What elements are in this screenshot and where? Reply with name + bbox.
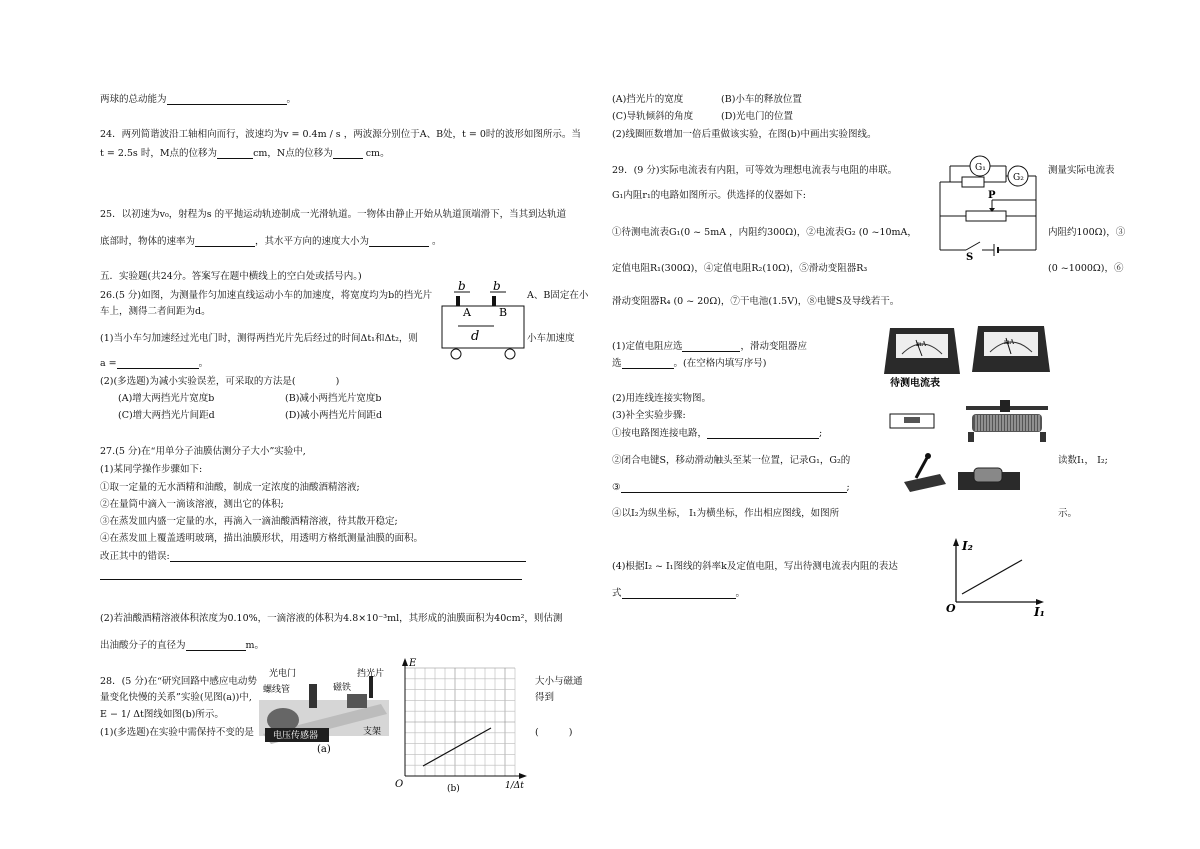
svg-text:P: P bbox=[988, 190, 996, 201]
q26-option-c: (C)增大两挡光片间距d bbox=[118, 410, 215, 421]
section-5-heading: 五．实验题(共24分。答案写在题中横线上的空白处或括号内。) bbox=[100, 271, 362, 282]
q27-line2: (1)某同学操作步骤如下: bbox=[100, 464, 203, 475]
q23-tail: 两球的总动能为 。 bbox=[100, 94, 297, 105]
q29-step3: ③ ; bbox=[612, 482, 850, 493]
svg-text:支架: 支架 bbox=[363, 727, 382, 737]
answer-blank[interactable] bbox=[167, 94, 287, 105]
q27-step3: ③在蒸发皿内盛一定量的水，再滴入一滴油酸酒精溶液，待其散开稳定; bbox=[100, 516, 398, 527]
q27-line-2b: 出油酸分子的直径为 m。 bbox=[100, 640, 265, 651]
q29-step4: ④以I₂为纵坐标， I₁为横坐标，作出相应图线，如图所 bbox=[612, 508, 840, 519]
q29-part1b: 选 。(在空格内填写序号) bbox=[612, 358, 767, 369]
svg-text:A: A bbox=[463, 306, 471, 319]
svg-text:mA: mA bbox=[916, 341, 927, 348]
q26-line2: 车上，测得二者间距为d。 bbox=[100, 306, 211, 317]
q29-step1: ①按电路图连接电路， ; bbox=[612, 428, 823, 439]
ammeter bbox=[972, 322, 1052, 378]
data-line bbox=[962, 560, 1022, 594]
wheel bbox=[451, 349, 461, 359]
cart-body bbox=[442, 306, 524, 348]
label-b: b bbox=[493, 279, 501, 293]
q24-line1: 24．两列简谐波沿工轴相向而行，波速均为v = 0.4m / s ，两波源分别位于A、B处，t = 0时的波形如图所示。当 bbox=[100, 129, 581, 140]
magnet-icon bbox=[347, 694, 367, 708]
q29-line4-right: (0 ~1000Ω)，⑥ bbox=[1048, 263, 1124, 274]
shutter-b bbox=[492, 296, 496, 306]
svg-text:E: E bbox=[409, 658, 417, 669]
q28-option-b: (B)小车的释放位置 bbox=[721, 94, 802, 105]
q27-step2: ②在量筒中滴入一滴该溶液，测出它的体积; bbox=[100, 499, 284, 510]
q26-option-a: (A)增大两挡光片宽度b bbox=[118, 393, 215, 404]
wheel bbox=[505, 349, 515, 359]
q29-line3: ①待测电流表G₁(0 ~ 5mA ，内阻约300Ω)，②电流表G₂ (0 ~10mA， bbox=[612, 227, 917, 238]
rheostat bbox=[966, 211, 1006, 221]
svg-text:S: S bbox=[966, 252, 974, 260]
test-ammeter bbox=[884, 324, 962, 390]
q29-part3: (3)补全实验步骤: bbox=[612, 410, 686, 421]
q27-line-2a: (2)若油酸酒精溶液体积浓度为0.10%，一滴溶液的体积为4.8×10⁻³ml，其形成的油膜面积为40cm²，则估测 bbox=[100, 613, 563, 624]
svg-text:I₂: I₂ bbox=[962, 539, 973, 553]
graph-grid bbox=[405, 668, 515, 776]
answer-blank[interactable] bbox=[117, 358, 199, 369]
svg-text:(a): (a) bbox=[317, 744, 331, 755]
slider bbox=[1000, 400, 1010, 412]
label-d: d bbox=[471, 329, 480, 344]
svg-text:O: O bbox=[946, 602, 956, 615]
q28-option-d: (D)光电门的位置 bbox=[721, 111, 794, 122]
answer-blank[interactable] bbox=[186, 640, 246, 651]
q26-line1: 26.(5 分)如图，为测量作匀加速直线运动小车的加速度，将宽度均为b的挡光片 bbox=[100, 290, 433, 301]
switch bbox=[966, 242, 980, 250]
q29-line3-right: 内阻约100Ω)，③ bbox=[1048, 227, 1126, 238]
answer-blank[interactable] bbox=[217, 148, 253, 159]
rheostat-component bbox=[962, 400, 1052, 444]
experiment-photo bbox=[253, 664, 393, 756]
answer-blank[interactable] bbox=[195, 236, 255, 247]
photogate-icon bbox=[309, 684, 317, 708]
q29-part4a: (4)根据I₂ ~ I₁图线的斜率k及定值电阻，写出待测电流表内阻的表达 bbox=[612, 561, 898, 572]
svg-text:光电门: 光电门 bbox=[269, 669, 297, 679]
svg-text:1/Δt: 1/Δt bbox=[505, 781, 524, 791]
q26-line3: (1)当小车匀加速经过光电门时，测得两挡光片先后经过的时间Δt₁和Δt₂，则 bbox=[100, 333, 418, 344]
answer-blank[interactable] bbox=[170, 551, 526, 562]
svg-text:G₂: G₂ bbox=[1013, 173, 1024, 183]
svg-text:mA: mA bbox=[1004, 339, 1015, 346]
meter-caption: 待测电流表 bbox=[890, 378, 940, 389]
resistor bbox=[962, 177, 984, 187]
q29-line2: G₁内阻r₁的电路如图所示。供选择的仪器如下: bbox=[612, 190, 806, 201]
q29-line5: 滑动变阻器R₄ (0 ~ 20Ω)，⑦干电池(1.5V)，⑧电键S及导线若干。 bbox=[612, 296, 900, 307]
svg-text:电压传感器: 电压传感器 bbox=[273, 731, 319, 741]
answer-blank[interactable] bbox=[622, 588, 736, 599]
cart-figure bbox=[440, 278, 526, 362]
svg-text:B: B bbox=[499, 306, 508, 319]
q28-line4: (1)(多选题)在实验中需保持不变的是 bbox=[100, 727, 254, 738]
svg-text:G₁: G₁ bbox=[975, 163, 986, 173]
q29-part2: (2)用连线连接实物图。 bbox=[612, 393, 711, 404]
switch-component bbox=[900, 452, 948, 492]
q27-line1: 27.(5 分)在“用单分子油膜估测分子大小”实验中, bbox=[100, 446, 306, 457]
q26-line3-right: 小车加速度 bbox=[527, 333, 575, 344]
q24-line2: t = 2.5s 时，M点的位移为 cm，N点的位移为 cm。 bbox=[100, 148, 390, 159]
answer-blank[interactable] bbox=[333, 148, 363, 159]
answer-blank[interactable] bbox=[369, 236, 429, 247]
q29-step2-right: 读数I₁， I₂; bbox=[1058, 455, 1108, 466]
q26-option-b: (B)减小两挡光片宽度b bbox=[285, 393, 382, 404]
q28-line3: E − 1/ Δt图线如图(b)所示。 bbox=[100, 709, 224, 720]
answer-blank[interactable] bbox=[622, 358, 674, 369]
q29-step4-right: 示。 bbox=[1058, 508, 1078, 519]
shutter-a bbox=[456, 296, 460, 306]
q28-part2: (2)线圈匝数增加一倍后重做该实验，在图(b)中画出实验图线。 bbox=[612, 129, 877, 140]
q25-line1: 25．以初速为v₀，射程为s 的平抛运动轨迹制成一光滑轨道。一物体由静止开始从轨道顶端滑下，当其到达轨道 bbox=[100, 209, 567, 220]
answer-line[interactable] bbox=[100, 579, 522, 580]
svg-text:螺线管: 螺线管 bbox=[263, 685, 291, 695]
q26-line4: a = 。 bbox=[100, 358, 209, 369]
q25-line2: 底部时，物体的速率为 ，其水平方向的速度大小为 。 bbox=[100, 236, 442, 247]
emf-graph bbox=[393, 656, 533, 794]
data-line bbox=[423, 728, 491, 766]
q29-part1a: (1)定值电阻应选 ，滑动变阻器应 bbox=[612, 341, 807, 352]
svg-text:(b): (b) bbox=[447, 784, 460, 794]
svg-text:磁铁: 磁铁 bbox=[333, 683, 352, 693]
q27-correction: 改正其中的错误: bbox=[100, 551, 526, 562]
q27-step4: ④在蒸发皿上覆盖透明玻璃，描出油膜形状，用透明方格纸测量油膜的面积。 bbox=[100, 533, 424, 544]
q28-line2: 量变化快慢的关系”实验(见图(a))中, bbox=[100, 692, 252, 703]
answer-blank[interactable] bbox=[707, 428, 819, 439]
q28-right1: 大小与磁通 bbox=[535, 676, 583, 687]
svg-text:I₁: I₁ bbox=[1034, 605, 1045, 618]
q29-part4b: 式 。 bbox=[612, 588, 746, 599]
q28-line1: 28．(5 分)在“研究回路中感应电动势 bbox=[100, 676, 257, 687]
q29-line1-right: 测量实际电流表 bbox=[1048, 165, 1115, 176]
q28-right2: 得到 bbox=[535, 692, 555, 703]
q28-right3: ( ) bbox=[535, 727, 573, 738]
svg-text:O: O bbox=[395, 779, 404, 790]
q26-line5: (2)(多选题)为减小实验误差，可采取的方法是( ) bbox=[100, 376, 340, 387]
q26-option-d: (D)减小两挡光片间距d bbox=[285, 410, 383, 421]
q28-option-c: (C)导轨倾斜的角度 bbox=[612, 111, 694, 122]
label-b: b bbox=[458, 279, 466, 293]
battery-component bbox=[956, 466, 1022, 492]
q29-line4: 定值电阻R₁(300Ω)，④定值电阻R₂(10Ω)，⑤滑动变阻器R₃ bbox=[612, 263, 868, 274]
q29-line1: 29．(9 分)实际电流表有内阻，可等效为理想电流表与电阻的串联。 bbox=[612, 165, 898, 176]
q26-line1-right: A、B固定在小 bbox=[527, 290, 589, 301]
answer-blank[interactable] bbox=[682, 341, 740, 352]
resistor-component bbox=[888, 408, 936, 432]
q27-step1: ①取一定量的无水酒精和油酸，制成一定浓度的油酸酒精溶液; bbox=[100, 482, 360, 493]
q29-step2: ②闭合电键S，移动滑动触头至某一位置，记录G₁，G₂的 bbox=[612, 455, 851, 466]
current-graph bbox=[942, 536, 1050, 618]
svg-text:挡光片: 挡光片 bbox=[357, 669, 385, 679]
q28-option-a: (A)挡光片的宽度 bbox=[612, 94, 684, 105]
circuit-diagram bbox=[936, 152, 1044, 260]
answer-blank[interactable] bbox=[621, 482, 847, 493]
